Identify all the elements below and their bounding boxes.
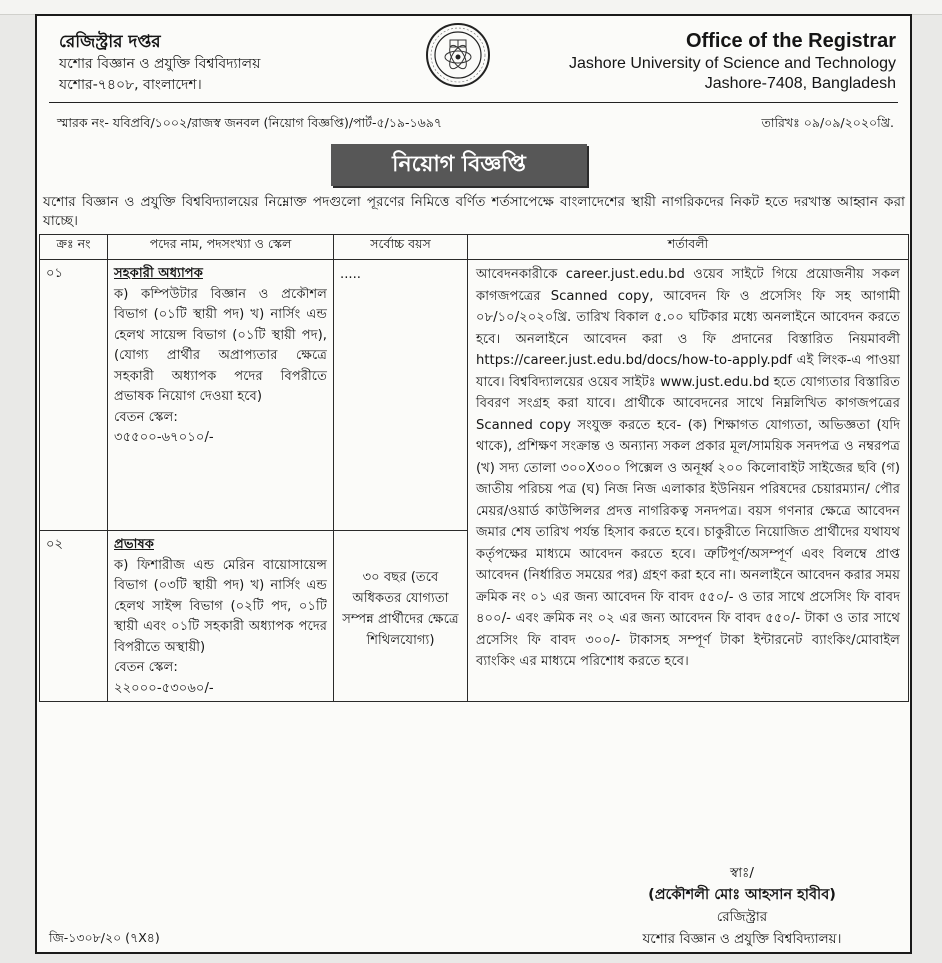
- signatory-designation: রেজিস্ট্রার: [716, 909, 768, 925]
- serial-cell: ০২: [40, 531, 108, 702]
- bn-address: যশোর-৭৪০৮, বাংলাদেশ।: [59, 77, 202, 93]
- post-title: সহকারী অধ্যাপক: [114, 266, 203, 281]
- bn-university-name: যশোর বিজ্ঞান ও প্রযুক্তি বিশ্ববিদ্যালয়: [59, 56, 261, 72]
- salary-label: বেতন স্কেল:: [114, 660, 178, 675]
- en-office-name: Office of the Registrar: [685, 30, 896, 52]
- signatory-institution: যশোর বিজ্ঞান ও প্রযুক্তি বিশ্ববিদ্যালয়।: [642, 931, 842, 947]
- col-header-post: পদের নাম, পদসংখ্যা ও স্কেল: [108, 235, 334, 260]
- notice-title-banner: [331, 144, 587, 186]
- print-code: জি-১৩০৮/২০ (৭X৪): [49, 930, 160, 945]
- memo-date: তারিখঃ ০৯/০৯/২০২০খ্রি.: [761, 115, 894, 130]
- notice-title: নিয়োগ বিজ্ঞপ্তি: [392, 151, 526, 177]
- col-header-serial: ক্রঃ নং: [40, 235, 108, 260]
- table-header-row: [40, 235, 909, 260]
- post-description: ক) কম্পিউটার বিজ্ঞান ও প্রকৌশল বিভাগ (০১টি স্থায়ী পদ) খ) নার্সিং এন্ড হেলথ সায়েন্স বিভাগ (০১টি স্থায়ী পদ), (যোগ্য প্রার্থীর অপ্রাপ্যতার ক্ষেত্রে সহকারী অধ্যাপক পদের বিপরীতে প্রভাষক নিয়োগ দেওয়া হবে): [114, 286, 327, 404]
- en-address: Jashore-7408, Bangladesh: [704, 75, 896, 92]
- salary-scale: ৩৫৫০০-৬৭০১০/-: [114, 430, 214, 445]
- max-age: .....: [340, 267, 361, 282]
- salary-label: বেতন স্কেল:: [114, 409, 178, 425]
- vacancy-table: [39, 234, 909, 702]
- signature-mark: স্বাঃ/: [730, 865, 754, 881]
- document-page: [35, 14, 912, 954]
- age-cell: [334, 531, 468, 702]
- university-seal-icon: [425, 22, 491, 88]
- signature-block: [597, 862, 887, 950]
- post-cell: [108, 260, 334, 531]
- header-divider: [49, 102, 898, 103]
- age-cell: [334, 260, 468, 531]
- post-title: প্রভাষক: [114, 537, 154, 552]
- en-university-name: Jashore University of Science and Technology: [569, 55, 896, 72]
- max-age: ৩০ বছর (তবে অধিকতর যোগ্যতা সম্পন্ন প্রার্থীদের ক্ষেত্রে শিথিলযোগ্য): [342, 570, 459, 648]
- english-letterhead: [516, 28, 896, 94]
- intro-paragraph: যশোর বিজ্ঞান ও প্রযুক্তি বিশ্ববিদ্যালয়ের নিম্নোক্ত পদগুলো পূরণের নিমিত্তে বর্ণিত শর্তসাপেক্ষে বাংলাদেশের স্থায়ী নাগরিকদের নিকট হতে দরখাস্ত আহ্বান করা যাচ্ছে।: [43, 194, 905, 229]
- table-row: [40, 260, 909, 531]
- signatory-name: (প্রকৌশলী মোঃ আহসান হাবীব): [648, 887, 836, 903]
- col-header-age: সর্বোচ্চ বয়স: [334, 235, 468, 260]
- bangla-letterhead: [59, 30, 389, 96]
- col-header-conditions: শর্তাবলী: [468, 235, 909, 260]
- memo-number: স্মারক নং- যবিপ্রবি/১০০২/রাজস্ব জনবল (নিয়োগ বিজ্ঞপ্তি)/পার্ট-৫/১৯-১৬৯৭: [57, 115, 443, 130]
- top-strip: [0, 0, 942, 15]
- salary-scale: ২২০০০-৫৩০৬০/-: [114, 680, 214, 696]
- post-cell: [108, 531, 334, 702]
- conditions-cell: আবেদনকারীকে career.just.edu.bd ওয়েব সাইটে গিয়ে প্রয়োজনীয় সকল কাগজপত্রের Scanned copy, আবেদন ফি ও প্রসেসিং ফি সহ আগামী ০৮/১০/২০২০খ্রি. তারিখ বিকাল ৫.০০ ঘটিকার মধ্যে অনলাইনে আবেদন করতে হবে। অনলাইনে আবেদন করা ও ফি প্রদানের বিস্তারিত নিয়মাবলী https://career.just.edu.bd/docs/how-to-apply.pdf এই লিংক-এ পাওয়া যাবে। বিশ্ববিদ্যালয়ের ওয়েব সাইটঃ www.just.edu.bd হতে যোগ্যতার বিস্তারিত বিবরণ সংগ্রহ করা যাবে। প্রার্থীকে আবেদনের সাথে নিম্নলিখিত কাগজপত্রের Scanned copy সংযুক্ত করতে হবে- (ক) শিক্ষাগত যোগ্যতা, অভিজ্ঞতা (যদি থাকে), প্রশিক্ষণ সংক্রান্ত ও অন্যান্য সকল প্রকার মূল/সাময়িক সনদপত্র ও নম্বরপত্র (খ) সদ্য তোলা ৩০০X৩০০ পিক্সেল ও অনূর্ধ্ব ২০০ কিলোবাইট সাইজের ছবি (গ) জাতীয় পরিচয় পত্র (ঘ) নিজ নিজ এলাকার ইউনিয়ন পরিষদের চেয়ারম্যান/ পৌর মেয়র/ওয়ার্ড কাউন্সিলর প্রদত্ত নাগরিকত্ব সনদপত্র। বয়স গণনার ক্ষেত্রে আবেদন জমার শেষ তারিখ পর্যন্ত হিসাব করতে হবে। চাকুরীতে নিয়োজিত প্রার্থীদের যথাযথ কর্তৃপক্ষের মাধ্যমে আবেদন করতে হবে। ত্রুটিপূর্ণ/অসম্পূর্ণ এবং বিলম্বে প্রাপ্ত আবেদন (নির্ধারিত সময়ের পর) গ্রহণ করা হবে না। অনলাইনে আবেদন করার সময় ক্রমিক নং ০১ এর জন্য আবেদন ফি বাবদ ৫৫০/- ও তার সাথে প্রসেসিং ফি বাবদ ৪০০/- এবং ক্রমিক নং ০২ এর জন্য আবেদন ফি বাবদ ৫৫০/- টাকা ও তার সাথে প্রসেসিং ফি বাবদ ৩০০/- টাকাসহ সম্পূর্ণ টাকা ইন্টারনেট ব্যাংকিং/মোবাইল ব্যাংকিং এর মাধ্যমে পরিশোধ করতে হবে।: [468, 260, 909, 702]
- bn-office-name: রেজিস্ট্রার দপ্তর: [59, 32, 161, 52]
- serial-cell: ০১: [40, 260, 108, 531]
- post-description: ক) ফিশারীজ এন্ড মেরিন বায়োসায়েন্স বিভাগ (০৩টি স্থায়ী পদ) খ) নার্সিং এন্ড হেলথ সাইন্স বিভাগ (০২টি পদ, ০১টি স্থায়ী এবং ০১টি সহকারী অধ্যাপক পদের বিপরীতে অস্থায়ী): [114, 557, 327, 655]
